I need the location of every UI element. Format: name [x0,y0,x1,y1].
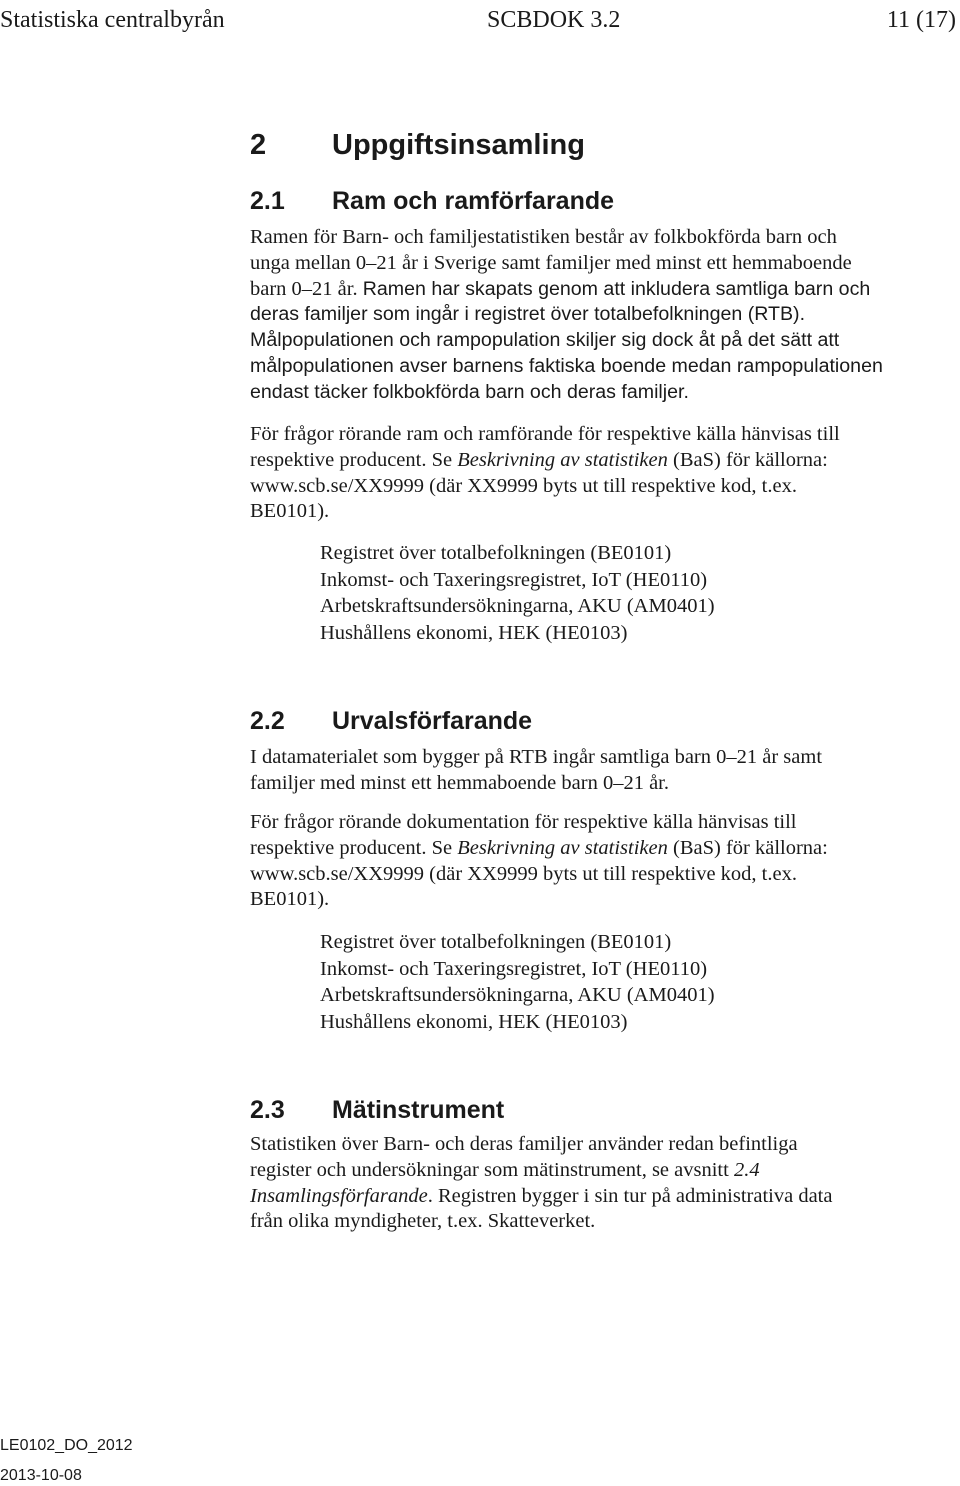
section-2-3-paragraph-1 [250,1132,945,1235]
paragraph-line [250,448,945,474]
source-item: Hushållens ekonomi, HEK (HE0103) [320,621,628,644]
paragraph-text: Ramen har skapats genom att inkludera samtliga barn och [362,277,871,300]
footer-date: 2013-10-08 [0,1467,82,1484]
paragraph-line: I datamaterialet som bygger på RTB ingår samtliga barn 0–21 år samt [250,746,823,768]
paragraph-line [250,277,945,303]
section-title: Ram och ramförfarande [332,187,615,215]
page-header [0,0,960,40]
section-2-2-paragraph-2 [250,810,945,913]
paragraph-line: Målpopulationen och rampopulation skiljer sig dock åt på det sätt att [250,329,840,352]
section-title: Urvalsförfarande [332,707,533,735]
document-reference: Beskrivning av statistiken [457,448,668,471]
section-heading-2-1 [250,185,614,217]
header-page-number: 11 (17) [886,7,956,33]
paragraph-text: . Registren bygger i sin tur på administrativa data [427,1184,833,1207]
paragraph-text: register och undersökningar som mätinstrument, se avsnitt [250,1158,734,1181]
header-organization: Statistiska centralbyrån [0,7,225,33]
paragraph-line: deras familjer som ingår i registret över totalbefolkningen (RTB). [250,303,806,326]
paragraph-line: BE0101). [250,500,330,523]
chapter-title: Uppgiftsinsamling [332,129,585,161]
section-2-2-paragraph-1 [250,745,945,797]
header-document-id: SCBDOK 3.2 [487,7,621,33]
paragraph-line: endast täcker folkbokförda barn och deras familjer. [250,380,689,403]
document-reference: Beskrivning av statistiken [457,836,668,859]
paragraph-line: målpopulationen avser barnens faktiska boende medan rampopulationen [250,354,883,377]
paragraph-text: respektive producent. Se [250,448,458,471]
source-item: Arbetskraftsundersökningarna, AKU (AM0401) [320,595,715,617]
paragraph-text: respektive producent. Se [250,836,458,859]
paragraph-line [250,836,945,862]
section-title: Mätinstrument [332,1096,505,1124]
source-item: Inkomst- och Taxeringsregistret, IoT (HE0110) [320,568,708,591]
paragraph-line: Ramen för Barn- och familjestatistiken består av folkbokförda barn och [250,226,837,248]
chapter-heading [250,127,585,163]
paragraph-line: familjer med minst ett hemmaboende barn 0–21 år. [250,771,669,794]
section-2-1-paragraph-2 [250,422,945,525]
paragraph-line: För frågor rörande ram och ramförande för respektive källa hänvisas till [250,423,840,445]
paragraph-text: barn 0–21 år. [250,277,363,300]
section-heading-2-2 [250,705,532,737]
paragraph-text: (BaS) för källorna: [667,836,828,859]
paragraph-line: www.scb.se/XX9999 (där XX9999 byts ut till respektive kod, t.ex. [250,862,797,885]
section-2-2-source-list [320,929,715,1035]
paragraph-line: unga mellan 0–21 år i Sverige samt familjer med minst ett hemmaboende [250,251,852,274]
footer-document-code: LE0102_DO_2012 [0,1437,133,1454]
paragraph-line: www.scb.se/XX9999 (där XX9999 byts ut till respektive kod, t.ex. [250,474,797,497]
chapter-number: 2 [250,129,267,161]
paragraph-line [250,1184,945,1210]
section-number: 2.2 [250,707,285,735]
paragraph-line: Statistiken över Barn- och deras familjer använder redan befintliga [250,1133,798,1155]
source-item: Registret över totalbefolkningen (BE0101) [320,542,672,564]
source-item: Arbetskraftsundersökningarna, AKU (AM0401) [320,984,715,1006]
paragraph-line [250,1158,945,1184]
section-number: 2.3 [250,1096,285,1124]
section-heading-2-3 [250,1094,504,1126]
section-reference: Insamlingsförfarande [250,1184,428,1207]
section-2-1-source-list [320,540,715,646]
section-2-1-paragraph-1 [250,225,945,406]
source-item: Hushållens ekonomi, HEK (HE0103) [320,1010,628,1033]
source-item: Registret över totalbefolkningen (BE0101) [320,931,672,953]
paragraph-line: från olika myndigheter, t.ex. Skatteverket. [250,1210,596,1233]
paragraph-line: BE0101). [250,888,330,911]
source-item: Inkomst- och Taxeringsregistret, IoT (HE0110) [320,957,708,980]
section-reference: 2.4 [733,1158,760,1181]
paragraph-line: För frågor rörande dokumentation för respektive källa hänvisas till [250,811,797,833]
section-number: 2.1 [250,187,285,215]
paragraph-text: (BaS) för källorna: [667,448,828,471]
